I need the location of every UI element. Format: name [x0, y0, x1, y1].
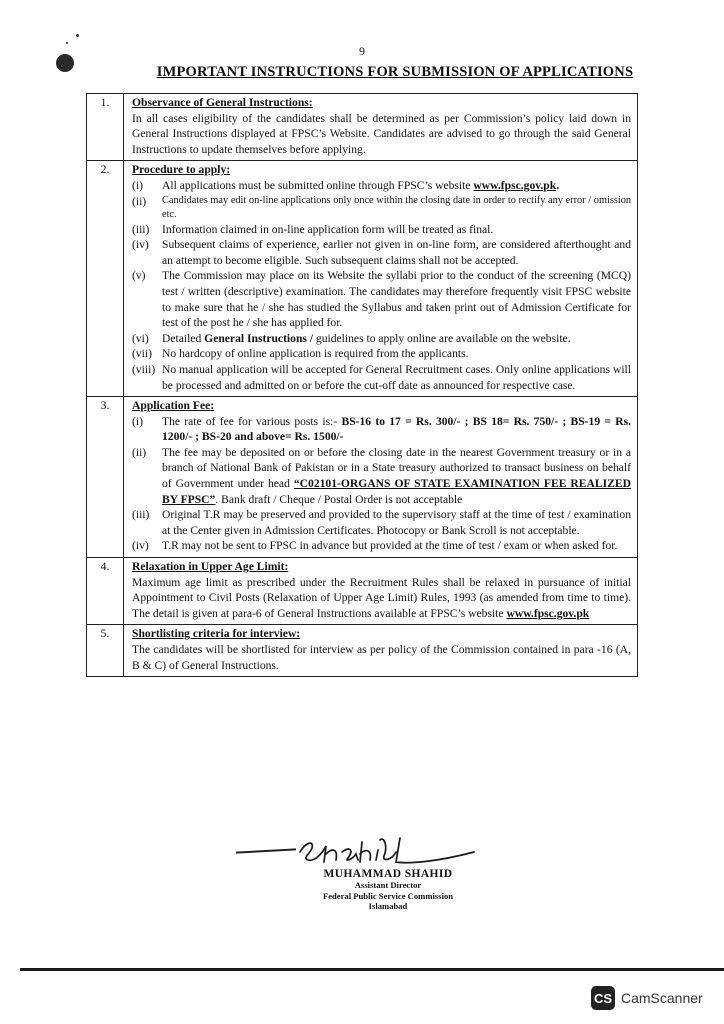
section-number: 1.: [87, 94, 124, 161]
list-item: (i) All applications must be submitted online through FPSC’s website www.fpsc.gov.pk.: [132, 178, 560, 192]
signature-stroke: [236, 848, 296, 853]
section-row-1: [87, 94, 638, 161]
section-heading: Relaxation in Upper Age Limit:: [132, 560, 289, 574]
section-row-4: [87, 558, 638, 625]
section-number: 2.: [87, 161, 124, 397]
list-item: (v) The Commission may place on its Website the syllabi prior to the conduct of the screening (MCQ) test / written (descriptive) examination. The candidates may therefore frequently visit FPSC website to make sure that he / she has studied the Syllabus and taken print out of Admission Certificate for test of the post he / she has applied for.: [132, 269, 631, 330]
website-link: www.fpsc.gov.pk: [506, 606, 590, 620]
punch-hole-mark: [56, 54, 74, 72]
fee-head-code: “C02101-ORGANS OF STATE EXAMINATION FEE REALIZED BY FPSC”: [162, 477, 631, 506]
signatory-name: MUHAMMAD SHAHID: [323, 868, 453, 880]
scan-speck: [76, 34, 79, 37]
section-row-5: [87, 625, 638, 677]
list-item: (viii) No manual application will be accepted for General Recruitment cases. Only online applications will be processed and admitted on or before the cut-off date as announced for respective case.: [132, 362, 631, 392]
camscanner-text: CamScanner: [621, 990, 703, 1006]
section-number: 3.: [87, 397, 124, 558]
section-number: 4.: [87, 558, 124, 625]
signatory-city: Islamabad: [368, 901, 408, 911]
list-item: (iii) Information claimed in on-line application form will be treated as final.: [132, 222, 494, 236]
section-text: In all cases eligibility of the candidates shall be determined as per Commission’s policy laid down in General Instructions displayed at FPSC’s Website. Candidates are advised to go through the said General Instructions to update themselves before applying.: [132, 111, 631, 156]
website-link: www.fpsc.gov.pk: [473, 178, 557, 192]
section-text: The candidates will be shortlisted for interview as per policy of the Commission contained in para -16 (A, B & C) of General Instructions.: [132, 643, 631, 672]
scan-edge-line: [20, 968, 724, 971]
list-item: (i) The rate of fee for various posts is:- BS-16 to 17 = Rs. 300/- ; BS 18= Rs. 750/- ; BS-19 = Rs. 1200/- ; BS-20 and above= Rs. 1500/-: [132, 414, 632, 444]
section-heading: Shortlisting criteria for interview:: [132, 627, 301, 641]
list-item: (ii) Candidates may edit on-line applications only once within the closing date in order to rectify any error / omission etc.: [132, 194, 631, 220]
list-item: (iv) T.R may not be sent to FPSC in advance but provided at the time of test / exam or when asked for.: [132, 539, 618, 553]
signature-block: [298, 868, 478, 912]
handwritten-signature: [296, 832, 476, 868]
list-item: (vi) Detailed General Instructions / guidelines to apply online are available on the website.: [132, 331, 571, 345]
scan-speck: [66, 42, 68, 44]
list-item: (iv) Subsequent claims of experience, earlier not given in on-line form, are considered afterthought and an attempt to become eligible. Such subsequent claims shall not be accepted.: [132, 238, 631, 267]
section-number: 5.: [87, 625, 124, 677]
section-row-3: [87, 397, 638, 558]
signatory-organization: Federal Public Service Commission: [322, 890, 454, 901]
list-item: (iii) Original T.R may be preserved and provided to the supervisory staff at the time of test / examination at the Center given in Admission Certificates. Photocopy or Bank Scroll is not acceptable.: [132, 508, 631, 537]
list-item: (ii) The fee may be deposited on or before the closing date in the nearest Government treasury or in a branch of National Bank of Pakistan or in a State treasury authorized to transact business on behalf of Government under head “C02101-ORGANS OF STATE EXAMINATION FEE REALIZED BY FPSC”. Bank draft / Cheque / Postal Order is not acceptable: [132, 445, 631, 506]
signatory-designation: Assistant Director: [354, 880, 422, 890]
section-heading: Application Fee:: [132, 399, 215, 413]
section-row-2: [87, 161, 638, 397]
instructions-table: [86, 93, 638, 677]
section-heading: Observance of General Instructions:: [132, 96, 313, 109]
section-heading: Procedure to apply:: [132, 163, 231, 177]
camscanner-logo-icon: CS: [591, 986, 615, 1010]
document-title: IMPORTANT INSTRUCTIONS FOR SUBMISSION OF APPLICATIONS: [156, 64, 634, 80]
list-item: (vii) No hardcopy of online application is required from the applicants.: [132, 347, 469, 361]
camscanner-watermark: [591, 986, 703, 1010]
section-text: Maximum age limit as prescribed under the Recruitment Rules shall be relaxed in pursuance of initial Appointment to Civil Posts (Relaxation of Upper Age Limit) Rules, 1993 (as amended from time to time). The detail is given at para-6 of General Instructions available at FPSC’s website www.fpsc.gov.pk: [132, 575, 631, 620]
page-number: 9: [359, 44, 365, 58]
